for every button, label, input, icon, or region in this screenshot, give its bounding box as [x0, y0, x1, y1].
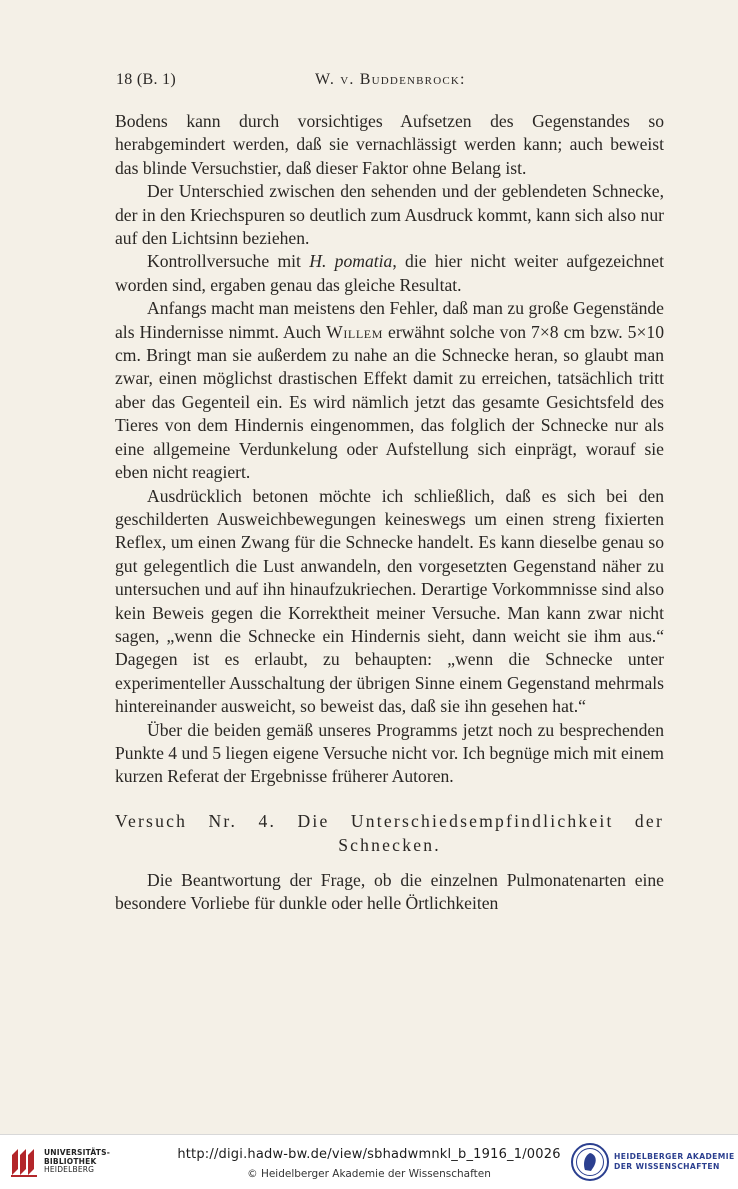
viewer-footer [0, 1134, 738, 1189]
paragraph-7: Die Beantwortung der Frage, ob die einzelnen Pulmonatenarten eine besondere Vorliebe für dunkle oder helle Örtlichkeiten [115, 869, 664, 914]
academy-name [614, 1152, 735, 1172]
page-number: 18 (B. 1) [116, 71, 177, 88]
author-name: Willem [326, 321, 383, 342]
para4-after: erwähnt solche von 7×8 cm bzw. 5×10 cm. Bringt man sie außerdem zu nahe an die Schnecke heran, so glaubt man zwar, einen möglichst drastischen Effekt damit zu erreichen, tatsächlich tritt aber das Gegenteil ein. Es wird nämlich jetzt das gesamte Gesichtsfeld des Tieres von dem Hindernis eingenommen, das folglich der Schnecke nur als eine allgemeine Verdunkelung oder Aufstellung sich einprägt, worauf sie eben nicht reagiert. [115, 321, 664, 483]
academy-line-1: HEIDELBERGER AKADEMIE [614, 1152, 735, 1161]
para4-before: Anfangs macht man meistens den Fehler, daß man zu große Gegenstände als Hindernisse nimmt. Auch [115, 298, 664, 342]
paragraph-2: Der Unterschied zwischen den sehenden und der geblendeten Schnecke, der in den Kriechspuren so deutlich zum Ausdruck kommt, kann sich also nur auf den Lichtsinn beziehen. [115, 181, 664, 249]
library-line-2: BIBLIOTHEK [44, 1156, 97, 1166]
library-line-1: UNIVERSITÄTS- [44, 1148, 111, 1157]
para3-before: Kontrollversuche mit [147, 251, 310, 272]
paragraph-3 [115, 250, 664, 297]
running-title: W. v. Buddenbrock: [315, 71, 466, 88]
section-heading [115, 809, 664, 857]
body-text [115, 110, 664, 916]
section-heading-line-2: Schnecken. [338, 834, 441, 855]
academy-seal-icon[interactable] [570, 1142, 610, 1182]
paragraph-1: Bodens kann durch vorsichtiges Aufsetzen des Gegenstandes so herabgemindert werden, daß sie vernachlässigt werden kann; auch beweist das blinde Versuchstier, daß dieser Faktor ohne Belang ist. [115, 111, 664, 178]
paragraph-5: Ausdrücklich betonen möchte ich schließlich, daß es sich bei den geschilderten Ausweichbewegungen keineswegs um einen streng fixierten Reflex, um einen Zwang für die Schnecke handelt. Es kann dieselbe genau so gut gelegentlich die Lust anwandeln, den vorgesetzten Gegenstand näher zu untersuchen und auf ihn hinaufzukriechen. Derartige Vorkommnisse sind also kein Beweis gegen die Korrektheit meiner Versuche. Man kann zwar nicht sagen, „wenn die Schnecke ein Hindernis sieht, dann weicht sie ihm aus.“ Dagegen ist es erlaubt, zu behaupten: „wenn die Schnecke unter experimenteller Ausschaltung der übrigen Sinne einem Gegenstand mehrmals hintereinander ausweicht, so beweist das, daß sie ihn gesehen hat.“ [115, 485, 664, 717]
copyright-notice: © Heidelberger Akademie der Wissenschaften [247, 1168, 491, 1180]
paragraph-4 [115, 297, 664, 484]
paragraph-6: Über die beiden gemäß unseres Programms jetzt noch zu besprechenden Punkte 4 und 5 liegen eigene Versuche nicht vor. Ich begnüge mich mit einem kurzen Referat der Ergebnisse früherer Autoren. [115, 719, 664, 787]
section-heading-line-1: Versuch Nr. 4. Die Unterschiedsempfindlichkeit der [115, 810, 664, 831]
para3-after: , die hier nicht weiter aufgezeichnet worden sind, ergaben genau das gleiche Resultat. [115, 251, 664, 295]
species-name: H. pomatia [309, 251, 393, 272]
permalink-url[interactable]: http://digi.hadw-bw.de/view/sbhadwmnkl_b_1916_1/0026 [177, 1147, 561, 1162]
academy-line-2: DER WISSENSCHAFTEN [614, 1162, 720, 1171]
library-line-3: HEIDELBERG [44, 1165, 95, 1175]
